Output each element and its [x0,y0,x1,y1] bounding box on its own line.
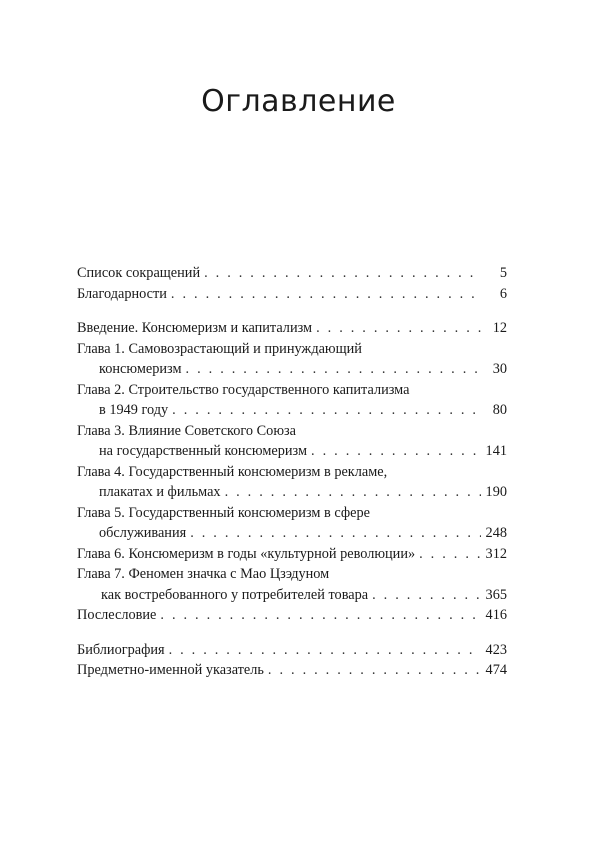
toc-entry-afterword[interactable] [77,605,507,626]
toc-entry-label: Глава 7. Феномен значка с Мао Цзэдуном [77,566,330,582]
toc-entry-page: 12 [492,320,507,336]
toc-entry-page: 80 [492,402,507,418]
toc-entry-page: 248 [485,525,507,541]
dot-leader [172,400,481,421]
toc-back-matter [77,640,507,681]
toc-entry-page: 6 [499,285,507,302]
dot-leader [419,544,481,565]
dot-leader [204,263,481,284]
toc-entry-page: 423 [485,641,507,658]
toc-main-chapters [77,318,507,626]
toc-entry-page: 365 [485,586,507,603]
dot-leader [268,660,481,681]
dot-leader [160,605,481,626]
toc-entry-page: 312 [485,545,507,562]
toc-entry-label: Глава 1. Самовозрастающий и принуждающий [77,340,362,357]
dot-leader [225,482,481,503]
toc-entry[interactable] [77,263,507,284]
toc-entry-chapter-2[interactable] [77,380,507,421]
page-title: Оглавление [201,84,396,119]
toc-entry-label: Глава 2. Строительство государственного капитализма [77,381,410,398]
toc-entry-label: Послесловие [77,607,157,623]
toc-entry-label: Глава 4. Государственный консюмеризм в рекламе, [77,463,388,480]
toc-entry-label-continued: плакатах и фильмах [99,484,221,500]
dot-leader [190,523,481,544]
toc-entry-label-continued: консюмеризм [99,361,182,377]
toc-entry-page: 141 [485,443,507,459]
toc-entry-label-continued: в 1949 году [99,402,169,418]
toc-entry-label: Глава 5. Государственный консюмеризм в сфере [77,504,370,521]
toc-entry-page: 474 [485,662,507,678]
toc-entry-chapter-5[interactable] [77,503,507,544]
toc-entry[interactable] [77,284,507,305]
toc-entry-label-continued: на государственный консюмеризм [99,443,308,459]
dot-leader [372,585,481,606]
dot-leader [171,284,481,305]
toc-entry-label: Глава 3. Влияние Советского Союза [77,422,296,439]
toc-entry-page: 30 [492,361,507,377]
toc-entry-chapter-4[interactable] [77,462,507,503]
dot-leader [311,441,481,462]
toc-entry-label-continued: как востребованного у потребителей товара [101,586,369,603]
table-of-contents [77,263,507,695]
toc-entry-chapter-6[interactable] [77,544,507,565]
toc-entry-label-continued: обслуживания [99,525,187,541]
toc-entry-label: Предметно-именной указатель [77,662,264,678]
toc-entry-label: Введение. Консюмеризм и капитализм [77,320,313,336]
toc-entry-page: 190 [485,484,507,500]
toc-entry-introduction[interactable] [77,318,507,339]
toc-entry-label: Благодарности [77,285,167,302]
toc-entry-index[interactable] [77,660,507,681]
toc-entry-page: 5 [499,265,507,281]
toc-entry-chapter-7[interactable] [77,564,507,605]
toc-entry-label: Библиография [77,641,165,658]
toc-front-matter [77,263,507,304]
toc-entry-bibliography[interactable] [77,640,507,661]
toc-entry-chapter-3[interactable] [77,421,507,462]
toc-entry-label: Список сокращений [77,265,201,281]
dot-leader [169,640,481,661]
dot-leader [186,359,481,380]
toc-entry-chapter-1[interactable] [77,339,507,380]
toc-entry-label: Глава 6. Консюмеризм в годы «культурной революции» [77,545,416,562]
dot-leader [316,318,481,339]
toc-entry-page: 416 [485,607,507,623]
